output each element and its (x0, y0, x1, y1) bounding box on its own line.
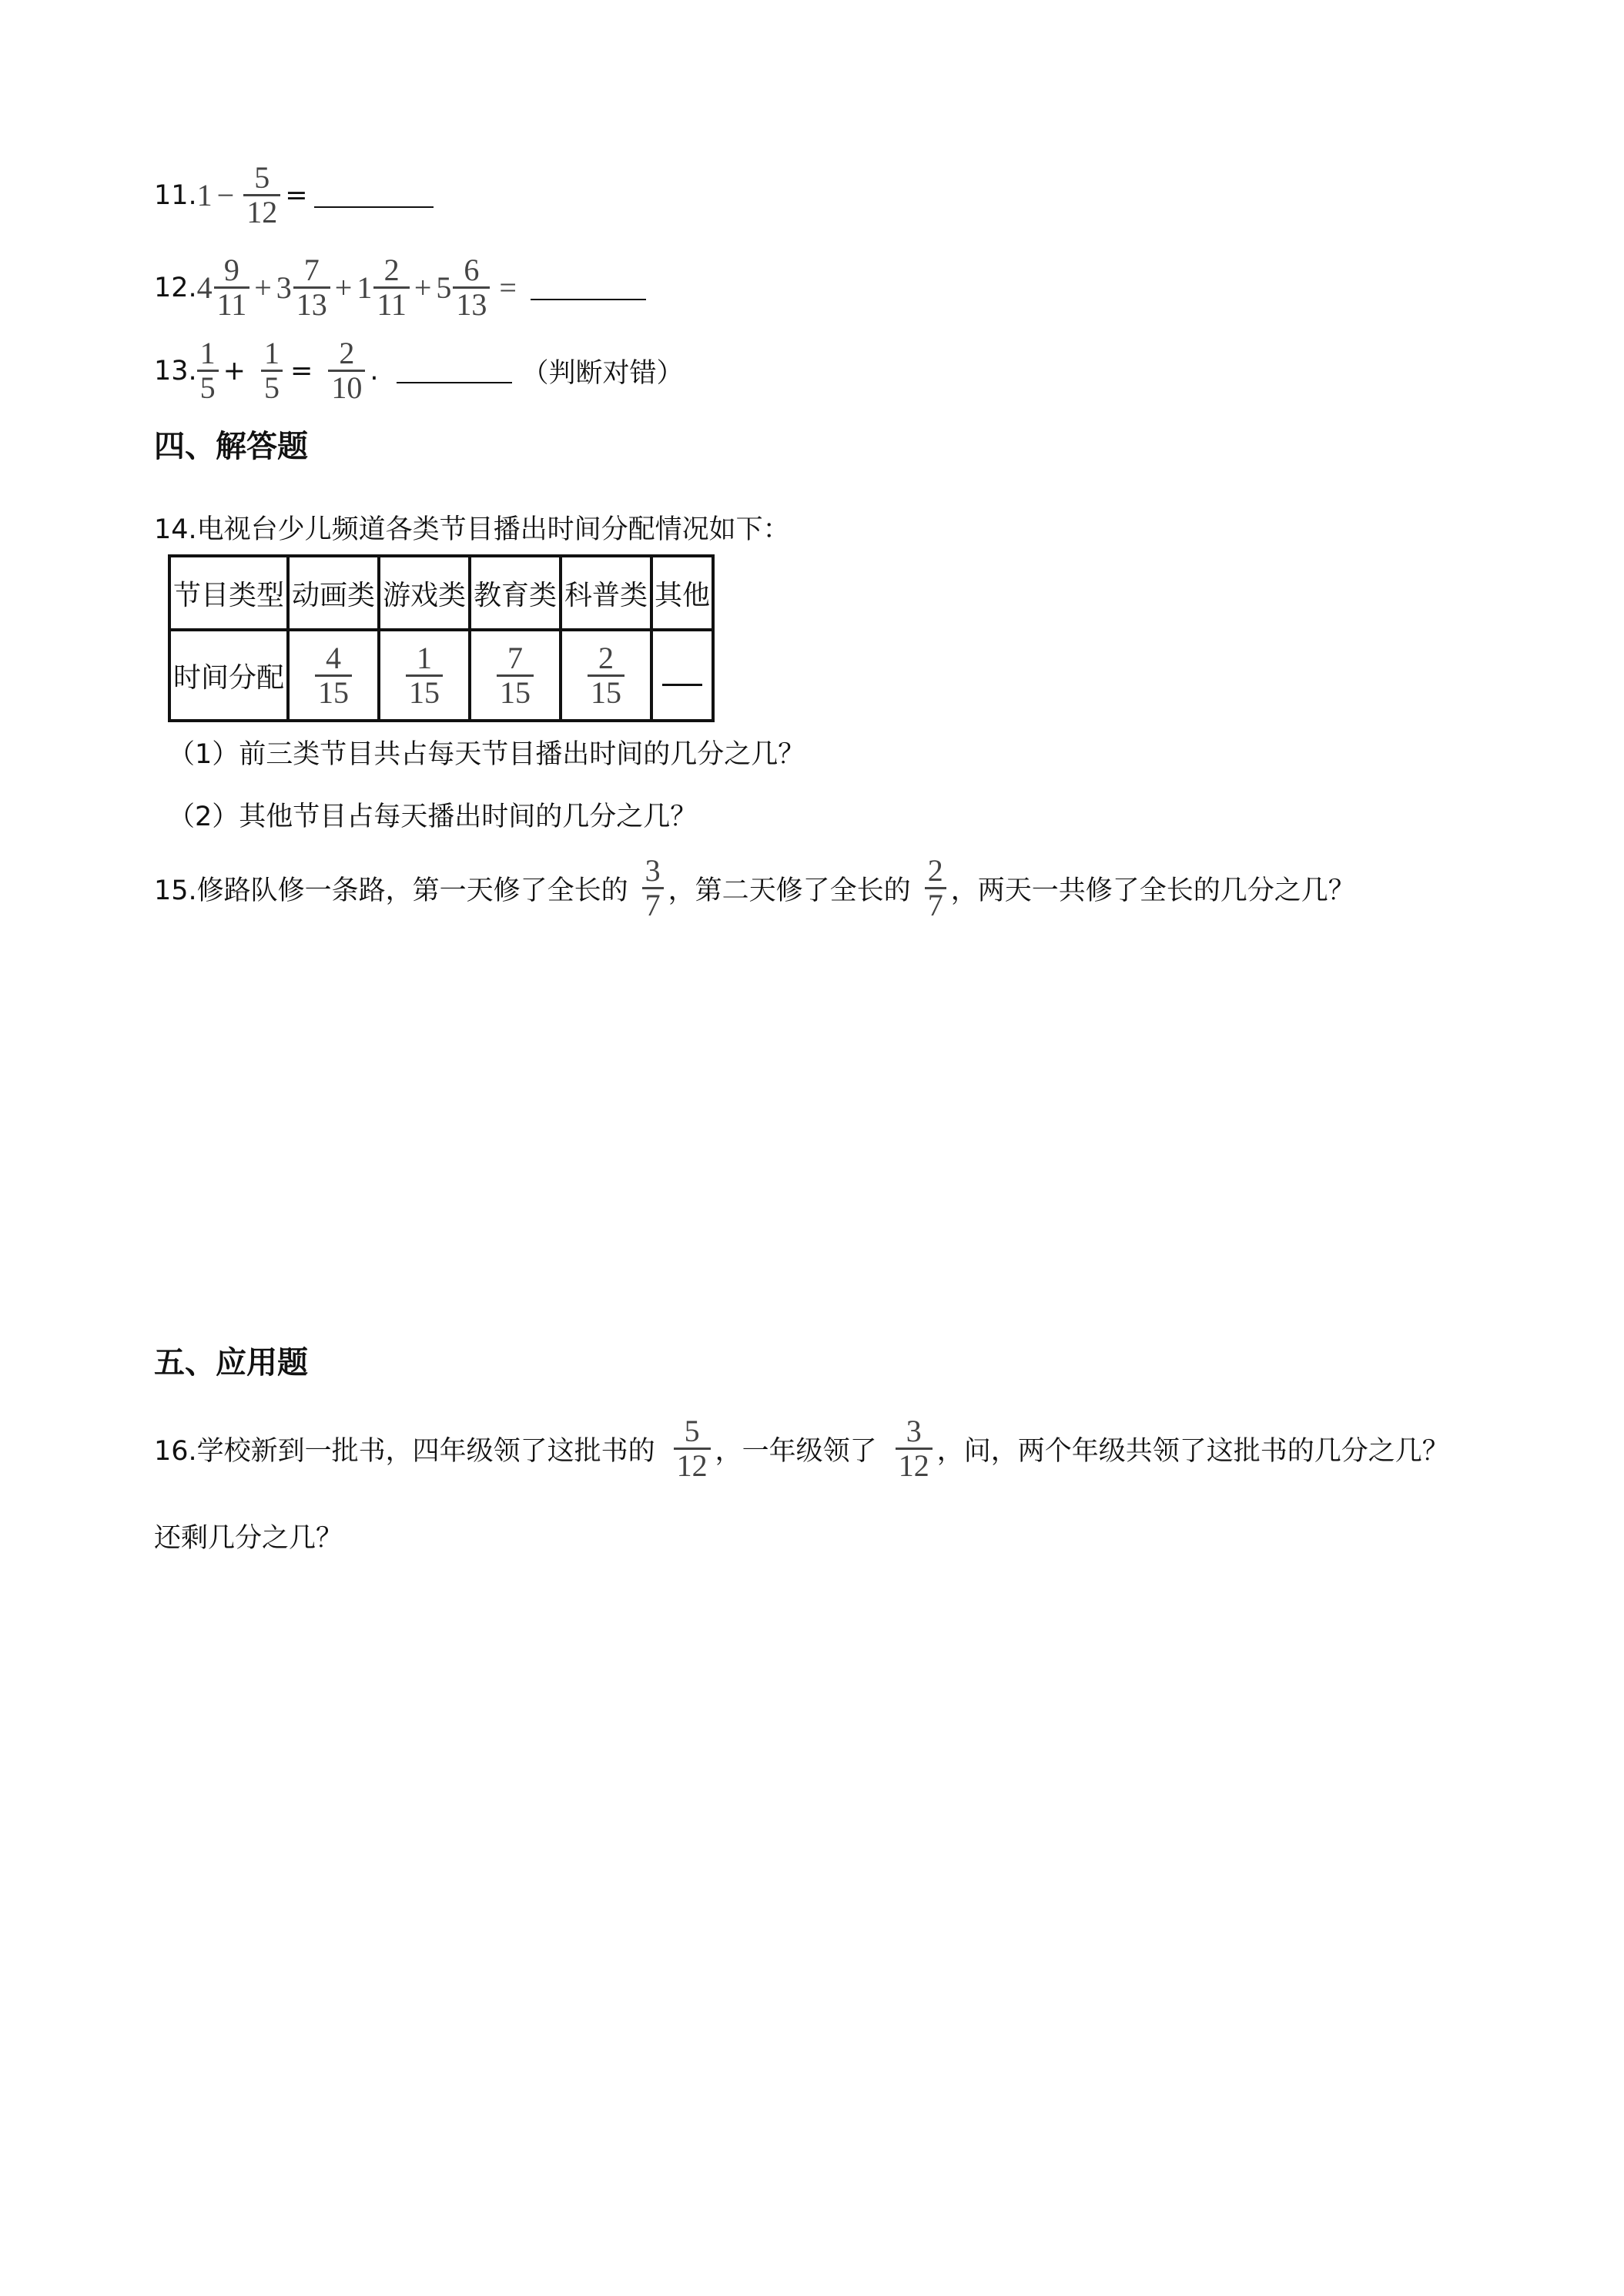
section-heading-5: 五、应用题 (154, 1345, 308, 1381)
fraction (925, 855, 946, 922)
numerator: 7 (507, 640, 523, 675)
table-header-cell: 科普类 (561, 556, 651, 630)
numerator: 2 (339, 336, 355, 370)
fraction (642, 855, 664, 922)
table-header-cell: 游戏类 (379, 556, 470, 630)
numerator: 1 (264, 336, 280, 370)
period: . (370, 355, 379, 387)
denominator: 12 (896, 1448, 933, 1482)
equals-sign: = (285, 179, 308, 211)
fraction (197, 337, 219, 404)
numerator: 2 (927, 853, 943, 888)
table-cell-empty (651, 630, 713, 721)
fraction (588, 642, 624, 709)
question-text: ，两天一共修了全长的几分之几？ (950, 875, 1355, 906)
table-cell (288, 630, 379, 721)
distribution-table (168, 554, 715, 722)
numerator: 3 (645, 853, 661, 888)
question-text: ，第二天修了全长的 (668, 875, 911, 906)
table-cell (561, 630, 651, 721)
question-14-sub-1: （1）前三类节目共占每天节目播出时间的几分之几？ (168, 739, 805, 770)
whole-number: 3 (276, 270, 292, 305)
numerator: 5 (684, 1414, 700, 1448)
fraction (453, 254, 490, 321)
question-number: 11. (154, 179, 197, 211)
table-header-cell: 节目类型 (169, 556, 288, 630)
whole-number: 5 (436, 270, 452, 305)
table-header-cell: 教育类 (470, 556, 561, 630)
equals-sign: = (499, 270, 517, 305)
table-header-row (169, 556, 713, 630)
numerator: 1 (199, 336, 216, 370)
denominator: 13 (453, 286, 490, 321)
fraction (674, 1415, 711, 1482)
fraction (497, 642, 534, 709)
numerator: 9 (223, 253, 239, 287)
denominator: 10 (328, 370, 365, 404)
dash-mark (662, 684, 702, 686)
judge-note: （判断对错） (521, 357, 684, 389)
fraction (328, 337, 365, 404)
plus-sign: + (254, 270, 272, 305)
fraction (315, 642, 352, 709)
fraction (373, 254, 410, 321)
denominator: 13 (293, 286, 330, 321)
table-cell (379, 630, 470, 721)
question-number: 13. (154, 355, 197, 387)
table-row-label: 时间分配 (169, 630, 288, 721)
table-header-cell: 其他 (651, 556, 713, 630)
question-16-line-2: 还剩几分之几？ (154, 1523, 343, 1554)
plus-sign: + (334, 270, 353, 305)
denominator: 5 (197, 370, 219, 404)
denominator: 12 (243, 194, 280, 229)
equals-sign: = (290, 355, 313, 387)
fraction (261, 337, 283, 404)
plus-sign: + (414, 270, 432, 305)
numerator: 5 (254, 160, 270, 195)
question-14-stem: 14.电视台少儿频道各类节目播出时间分配情况如下： (154, 514, 790, 545)
fraction (896, 1415, 933, 1482)
answer-blank[interactable] (531, 276, 646, 300)
denominator: 15 (497, 674, 534, 709)
denominator: 12 (674, 1448, 711, 1482)
question-text: ，问，两个年级共领了这批书的几分之几？ (936, 1435, 1449, 1467)
table-header-cell: 动画类 (288, 556, 379, 630)
denominator: 7 (925, 887, 946, 922)
denominator: 15 (315, 674, 352, 709)
denominator: 11 (214, 286, 250, 321)
numerator: 1 (417, 640, 432, 675)
denominator: 5 (261, 370, 283, 404)
question-text: 15.修路队修一条路，第一天修了全长的 (154, 875, 628, 906)
denominator: 15 (406, 674, 443, 709)
whole-number: 1 (196, 178, 213, 213)
plus-sign: + (223, 355, 246, 387)
answer-blank[interactable] (397, 359, 512, 383)
question-text: 16.学校新到一批书，四年级领了这批书的 (154, 1435, 655, 1467)
distribution-table-wrapper (168, 554, 715, 722)
numerator: 3 (906, 1414, 922, 1448)
table-row (169, 630, 713, 721)
fraction (214, 254, 250, 321)
numerator: 6 (464, 253, 480, 287)
whole-number: 4 (196, 270, 213, 305)
question-11 (154, 162, 434, 229)
denominator: 15 (588, 674, 624, 709)
table-cell (470, 630, 561, 721)
numerator: 7 (303, 253, 320, 287)
section-heading-4: 四、解答题 (154, 429, 308, 464)
denominator: 11 (373, 286, 410, 321)
fraction (243, 162, 280, 229)
denominator: 7 (642, 887, 664, 922)
numerator: 2 (598, 640, 614, 675)
fraction (406, 642, 443, 709)
question-15 (154, 855, 1355, 922)
question-16 (154, 1415, 1449, 1482)
whole-number: 1 (357, 270, 373, 305)
question-14-sub-2: （2）其他节目占每天播出时间的几分之几？ (168, 802, 698, 832)
question-number: 12. (154, 272, 197, 303)
question-12 (154, 254, 646, 321)
question-13 (154, 337, 683, 404)
question-text: ，一年级领了 (715, 1435, 877, 1467)
numerator: 2 (383, 253, 400, 287)
minus-sign: − (216, 178, 235, 213)
numerator: 4 (326, 640, 341, 675)
fraction (293, 254, 330, 321)
answer-blank[interactable] (314, 183, 434, 208)
